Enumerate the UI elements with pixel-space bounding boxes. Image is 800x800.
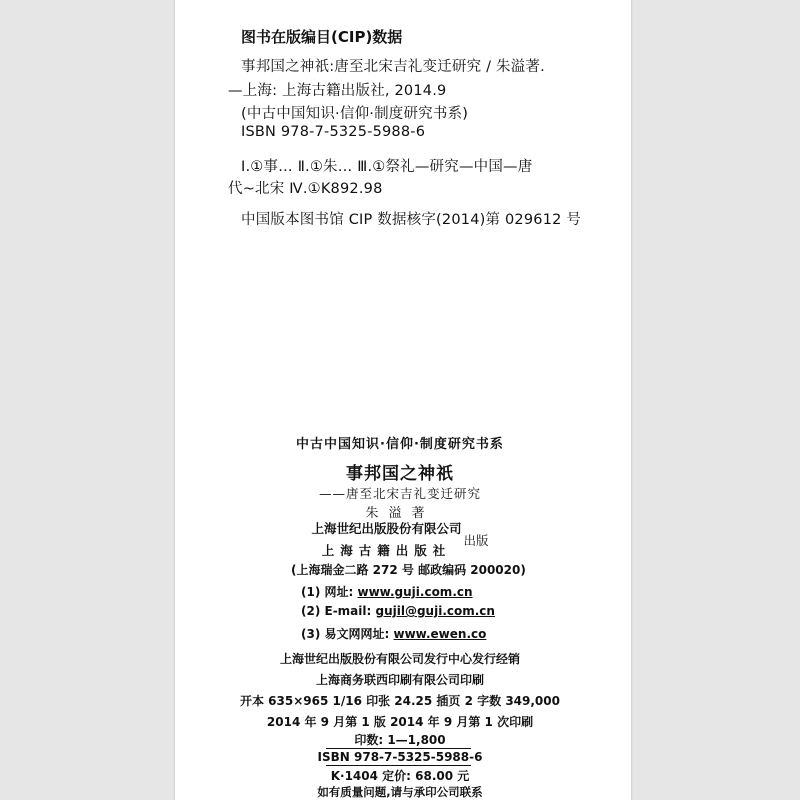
print-run: 印数: 1—1,800 [354, 733, 446, 747]
ewen-label: (3) 易文网网址: [301, 627, 394, 641]
book-title: 事邦国之神祇 [346, 464, 454, 484]
quality-notice: 如有质量问题,请与承印公司联系 [317, 785, 483, 799]
isbn-rule-bottom [326, 765, 471, 766]
publisher-role: 出版 [463, 533, 489, 548]
book-subtitle: ——唐至北宋吉礼变迁研究 [318, 486, 481, 501]
website-line [301, 583, 473, 600]
ewen-line [301, 625, 486, 642]
publisher-names [311, 518, 461, 562]
cip-classification-line-1: Ⅰ.①事… Ⅱ.①朱… Ⅲ.①祭礼—研究—中国—唐 [241, 159, 533, 175]
book-author: 朱溢著 [365, 506, 435, 521]
website-label: (1) 网址: [301, 585, 358, 599]
isbn-rule-top [326, 748, 471, 749]
publisher-block [0, 518, 800, 562]
ewen-link[interactable]: www.ewen.co [393, 627, 487, 641]
email-line [301, 604, 495, 618]
cip-classification-line-2: 代~北宋 Ⅳ.①K892.98 [228, 181, 383, 197]
email-link[interactable]: gujil@guji.com.cn [375, 604, 495, 618]
publisher-press-name: 上海古籍出版社 [321, 543, 452, 558]
cip-series-line: (中古中国知识·信仰·制度研究书系) [241, 106, 469, 122]
edition-info: 2014 年 9 月第 1 版 2014 年 9 月第 1 次印刷 [266, 715, 534, 729]
cip-heading: 图书在版编目(CIP)数据 [241, 28, 403, 46]
print-specs: 开本 635×965 1/16 印张 24.25 插页 2 字数 349,000 [240, 694, 560, 708]
publisher-address: (上海瑞金二路 272 号 邮政编码 200020) [291, 563, 526, 577]
publisher-group-name: 上海世纪出版股份有限公司 [311, 521, 462, 536]
price-line: K·1404 定价: 68.00 元 [330, 769, 470, 783]
cip-isbn: ISBN 978-7-5325-5988-6 [241, 124, 426, 140]
colophon-isbn: ISBN 978-7-5325-5988-6 [317, 750, 483, 764]
cip-publisher-line: —上海: 上海古籍出版社, 2014.9 [228, 83, 447, 99]
series-name: 中古中国知识·信仰·制度研究书系 [296, 437, 504, 452]
printer: 上海商务联西印刷有限公司印刷 [315, 673, 484, 687]
email-label: (2) E-mail: [301, 604, 376, 618]
cip-title-line: 事邦国之神祇:唐至北宋吉礼变迁研究 / 朱溢著. [241, 59, 545, 75]
distributor: 上海世纪出版股份有限公司发行中心发行经销 [279, 652, 520, 666]
website-link[interactable]: www.guji.com.cn [357, 585, 473, 599]
cip-data-number: 中国版本图书馆 CIP 数据核字(2014)第 029612 号 [241, 212, 582, 228]
